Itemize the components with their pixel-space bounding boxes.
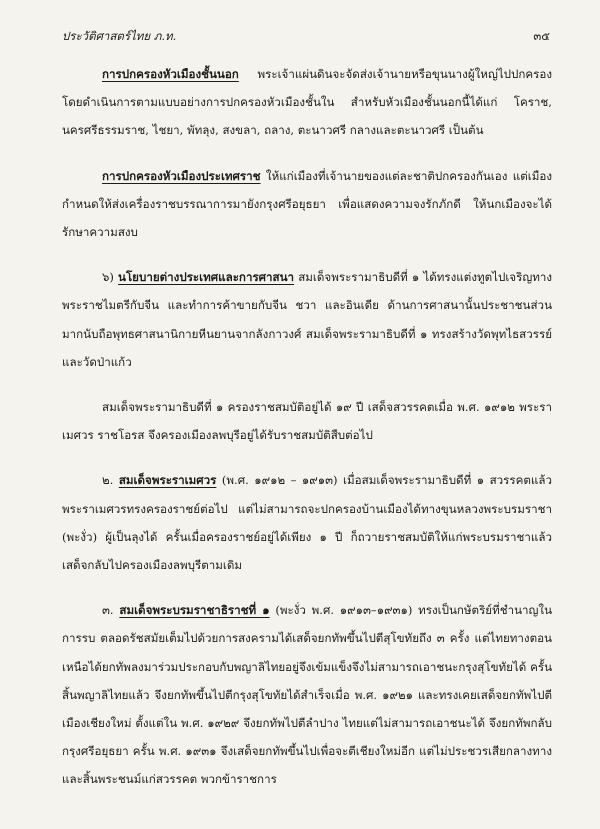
page-header [62,28,552,46]
paragraph-text: สมเด็จพระรามาธิบดีที่ ๑ ได้ทรงแต่งทูตไปเจริญทางพระราชไมตรีกับจีน และทำการค้าขายกับจีน ชวา และอินเดีย ด้านการศาสนานั้นประชาชนส่วนมากนับถือพุทธศาสนานิกายหีนยานจากลังกาวงศ์ สมเด็จพระรามาธิบดีที่ ๑ ทรงสร้างวัดพุทไธสวรรย์และวัดป่าแก้ว [62,270,553,369]
paragraph-borommarachathirat [62,596,552,793]
paragraph-text: สมเด็จพระรามาธิบดีที่ ๑ ครองราชสมบัติอยู่ได้ ๑๙ ปี เสด็จสวรรคตเมื่อ พ.ศ. ๑๙๑๒ พระราเมศวร ราชโอรส จึงครองเมืองลพบุรีอยู่ได้รับราชสมบัติสืบต่อไป [62,400,552,443]
running-header: ประวัติศาสตร์ไทย ภ.ท. [62,29,177,43]
paragraph-text: (พ.ศ. ๑๙๑๒ – ๑๙๑๓) เมื่อสมเด็จพระรามาธิบดีที่ ๑ สวรรคตแล้ว พระราเมศวรทรงครองราชย์ต่อไป แต่ไม่สามารถจะปกครองบ้านเมืองได้ทางขุนหลวงพระบรมราชา (พะงั่ว) ผู้เป็นลุงได้ ครั้นเมื่อครองราชย์อยู่ได้เพียง ๑ ปี ก็ถวายราชสมบัติให้แก่พระบรมราชาแล้วเสด็จกลับไปครองเมืองลพบุรีตามเดิม [62,473,552,573]
page-number: ๓๕ [533,29,550,43]
item-prefix: ๓. [102,603,114,618]
heading-ramesuan: สมเด็จพระราเมศวร [118,473,217,488]
paragraph-text: พระเจ้าแผ่นดินจะจัดส่งเจ้านายหรือขุนนางผู้ใหญ่ไปปกครอง โดยดำเนินการตามแบบอย่างการปกครองหัวเมืองชั้นใน สำหรับหัวเมืองชั้นนอกนี้ได้แก่ โคราช, นครศรีธรรมราช, ไชยา, พัทลุง, สงขลา, ถลาง, ตะนาวศรี กลางและตะนาวศรี เป็นต้น [62,67,552,138]
item-prefix: ๒. [102,473,114,488]
paragraph-tributary-states [62,162,552,247]
paragraph-reign-end [62,393,552,449]
heading-borommarachathirat: สมเด็จพระบรมราชาธิราชที่ ๑ [119,603,270,618]
item-prefix: ๖) [102,270,114,285]
paragraph-text: ให้แก่เมืองที่เจ้านายของแต่ละชาติปกครองกันเอง แต่เมืองกำหนดให้ส่งเครื่องราชบรรณาการมายังกรุงศรีอยุธยา เพื่อแสดงความจงรักภักดี ให้นกเมืองจะได้รักษาความสงบ [62,168,552,240]
paragraph-ramesuan [62,466,552,579]
heading-tributary-states: การปกครองหัวเมืองประเทศราช [102,168,261,183]
heading-outer-provinces: การปกครองหัวเมืองชั้นนอก [102,67,239,81]
paragraph-foreign-policy [62,263,552,376]
paragraph-outer-provinces [62,60,552,145]
paragraph-text: (พะงั่ว พ.ศ. ๑๙๑๓–๑๙๓๑) ทรงเป็นกษัตริย์ที่ชำนาญในการรบ ตลอดรัชสมัยเต็มไปด้วยการสงครามได้เสด็จยกทัพขึ้นไปตีสุโขทัยถึง ๓ ครั้ง แต่ไทยทางตอนเหนือได้ยกทัพลงมาร่วมประกอบกับพญาลิไทยอยู่จึงเข้มแข็งจึงไม่สามารถเอาชนะกรุงสุโขทัยได้ ครั้นสิ้นพญาลิไทยแล้ว จึงยกทัพขึ้นไปตีกรุงสุโขทัยได้สำเร็จเมื่อ พ.ศ. ๑๙๒๑ และทรงเคยเสด็จยกทัพไปตีเมืองเชียงใหม่ ตั้งแต่ใน พ.ศ. ๑๙๒๙ จึงยกทัพไปตีลำปาง ไทยแต่ไม่สามารถเอาชนะได้ จึงยกทัพกลับกรุงศรีอยุธยา ครั้น พ.ศ. ๑๙๓๑ จึงเสด็จยกทัพขึ้นไปเพื่อจะตีเชียงใหม่อีก แต่ไม่ประชวรเสียกลางทางและสิ้นพระชนม์แก่สวรรคต พวกข้าราชการ [62,603,553,787]
heading-foreign-policy: นโยบายต่างประเทศและการศาสนา [118,270,295,285]
